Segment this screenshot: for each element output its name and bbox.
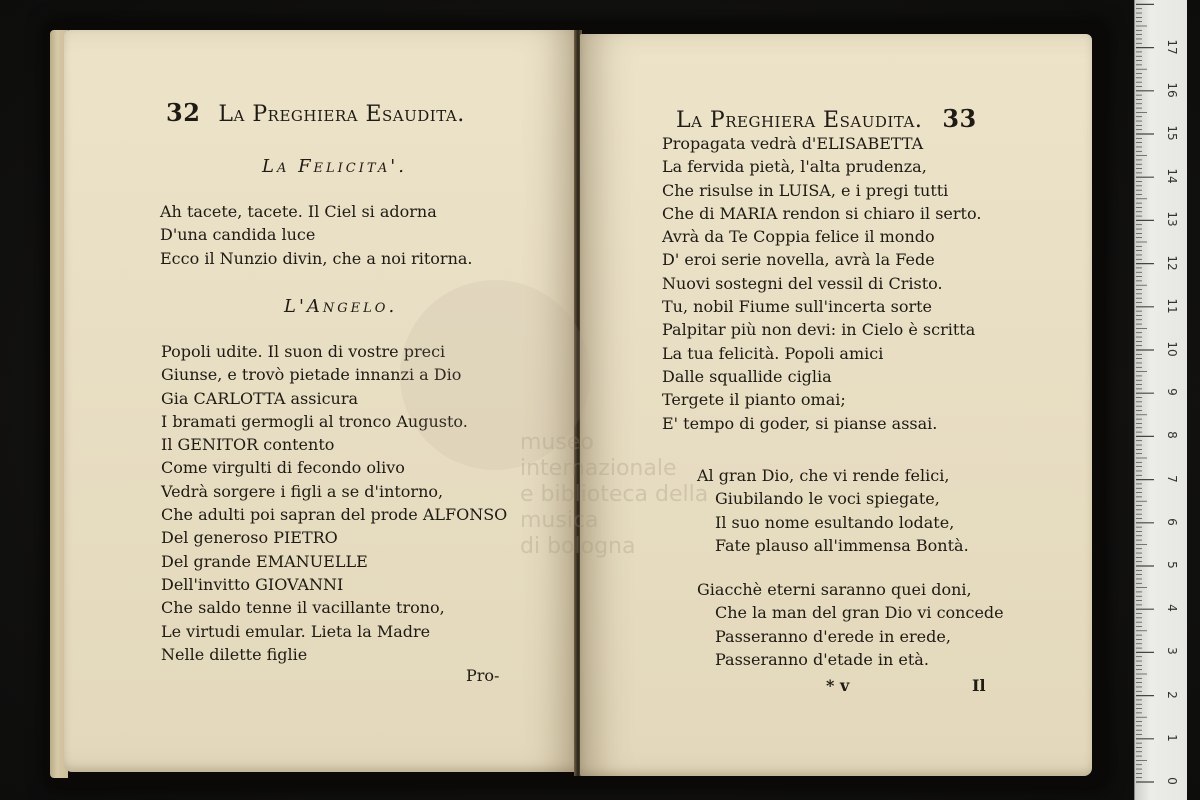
- verse-line: Ecco il Nunzio divin, che a noi ritorna.: [160, 248, 473, 268]
- ruler-label: 10: [1165, 341, 1179, 357]
- watermark-line: di bologna: [520, 534, 636, 559]
- verse-line: Vedrà sorgere i figli a se d'intorno,: [161, 481, 444, 501]
- verse-line: Popoli udite. Il suon di vostre preci: [161, 342, 446, 361]
- verse-line: Che risulse in LUISA, e i pregi tutti: [662, 180, 949, 200]
- ruler-label: 14: [1165, 168, 1179, 184]
- heading-la-felicita: La Felicita'.: [262, 156, 407, 177]
- verse-line: Dalle squallide ciglia: [662, 366, 832, 386]
- ruler-label: 1: [1165, 733, 1179, 742]
- ruler-label: 0: [1165, 777, 1179, 785]
- verse-line: Nelle dilette figlie: [161, 644, 308, 664]
- right-catchword: Il: [972, 676, 986, 695]
- verse-line: Ah tacete, tacete. Il Ciel si adorna: [160, 202, 437, 221]
- ruler-label: 9: [1165, 388, 1179, 396]
- ruler-label: 13: [1165, 211, 1179, 228]
- ruler-label: 4: [1165, 604, 1179, 612]
- verse-line: Palpitar più non devi: in Cielo è scritta: [662, 320, 976, 340]
- verse-line: Tu, nobil Fiume sull'incerta sorte: [662, 297, 932, 317]
- ruler-label: 8: [1165, 431, 1179, 440]
- verse-line: Il suo nome esultando lodate,: [715, 512, 955, 532]
- ruler-label: 16: [1165, 82, 1179, 98]
- ruler-ticks: [1135, 0, 1187, 800]
- verse-line: E' tempo di goder, si pianse assai.: [662, 413, 938, 433]
- verse-stanza-2: [697, 578, 1004, 671]
- verse-line: Dell'invitto GIOVANNI: [161, 574, 344, 594]
- verse-line: Il GENITOR contento: [161, 435, 335, 455]
- verse-line: Avrà da Te Coppia felice il mondo: [662, 227, 935, 247]
- verse-line: Fate plauso all'immensa Bontà.: [715, 535, 969, 555]
- ruler-label: 2: [1165, 690, 1179, 699]
- right-running-head-title: La Preghiera Esaudita.: [676, 108, 923, 133]
- right-page-number: 33: [942, 104, 977, 133]
- verse-line: Come virgulti di fecondo olivo: [161, 458, 405, 478]
- verse-line: Del generoso PIETRO: [161, 528, 338, 548]
- verse-line: Gia CARLOTTA assicura: [161, 388, 359, 408]
- verse-line: Giacchè eterni saranno quei doni,: [697, 580, 972, 599]
- ruler-label: 7: [1165, 474, 1179, 483]
- ruler-label: 17: [1165, 38, 1179, 55]
- verse-line: D' eroi serie novella, avrà la Fede: [662, 250, 935, 270]
- verse-line: Giubilando le voci spiegate,: [715, 489, 940, 509]
- signature-mark: * v: [826, 676, 850, 695]
- verse-line: Passeranno d'erede in erede,: [715, 626, 951, 646]
- heading-l-angelo: L'Angelo.: [284, 296, 398, 317]
- right-page: [580, 34, 1092, 776]
- verse-line: Che saldo tenne il vacillante trono,: [161, 598, 445, 618]
- verse-line: Passeranno d'etade in età.: [715, 649, 929, 669]
- ruler-label: 5: [1165, 561, 1179, 569]
- verse-line: Le virtudi emular. Lieta la Madre: [161, 621, 431, 641]
- verse-line: Propagata vedrà d'ELISABETTA: [662, 134, 924, 153]
- verse-block-main: [662, 132, 981, 435]
- watermark-line: museo internazionale: [520, 430, 677, 481]
- right-running-head: [676, 104, 977, 133]
- ruler-label: 15: [1165, 125, 1179, 141]
- verse-line: Che di MARIA rendon si chiaro il serto.: [662, 203, 982, 223]
- verse-line: Nuovi sostegni del vessil di Cristo.: [662, 273, 943, 293]
- verse-line: Che la man del gran Dio vi concede: [715, 603, 1004, 623]
- ruler-label: 6: [1165, 517, 1179, 526]
- ruler-label: 3: [1165, 647, 1179, 656]
- verse-stanza-1: [697, 464, 969, 557]
- verse-line: La fervida pietà, l'alta prudenza,: [662, 157, 927, 177]
- verse-line: Che adulti poi sapran del prode ALFONSO: [161, 505, 508, 525]
- left-page-number: 32: [166, 98, 201, 127]
- verse-line: La tua felicità. Popoli amici: [662, 343, 884, 363]
- verse-line: Al gran Dio, che vi rende felici,: [697, 466, 950, 485]
- measuring-ruler: [1134, 0, 1187, 800]
- left-running-head-title: La Preghiera Esaudita.: [218, 102, 465, 127]
- verse-line: D'una candida luce: [160, 225, 316, 245]
- left-page: [64, 30, 576, 772]
- ruler-label: 12: [1165, 254, 1179, 271]
- verse-line: Tergete il pianto omai;: [662, 390, 846, 410]
- verse-line: Del grande EMANUELLE: [161, 551, 368, 571]
- verse-block-angelo: [161, 340, 507, 666]
- verse-line: Giunse, e trovò pietade innanzi a Dio: [161, 365, 462, 385]
- verse-block-felicita: [160, 200, 473, 270]
- left-catchword: Pro-: [466, 666, 500, 685]
- verse-line: I bramati germogli al tronco Augusto.: [161, 411, 468, 431]
- ruler-label: 11: [1165, 298, 1179, 314]
- watermark-line: e biblioteca della musica: [520, 482, 709, 533]
- left-running-head: [166, 98, 465, 127]
